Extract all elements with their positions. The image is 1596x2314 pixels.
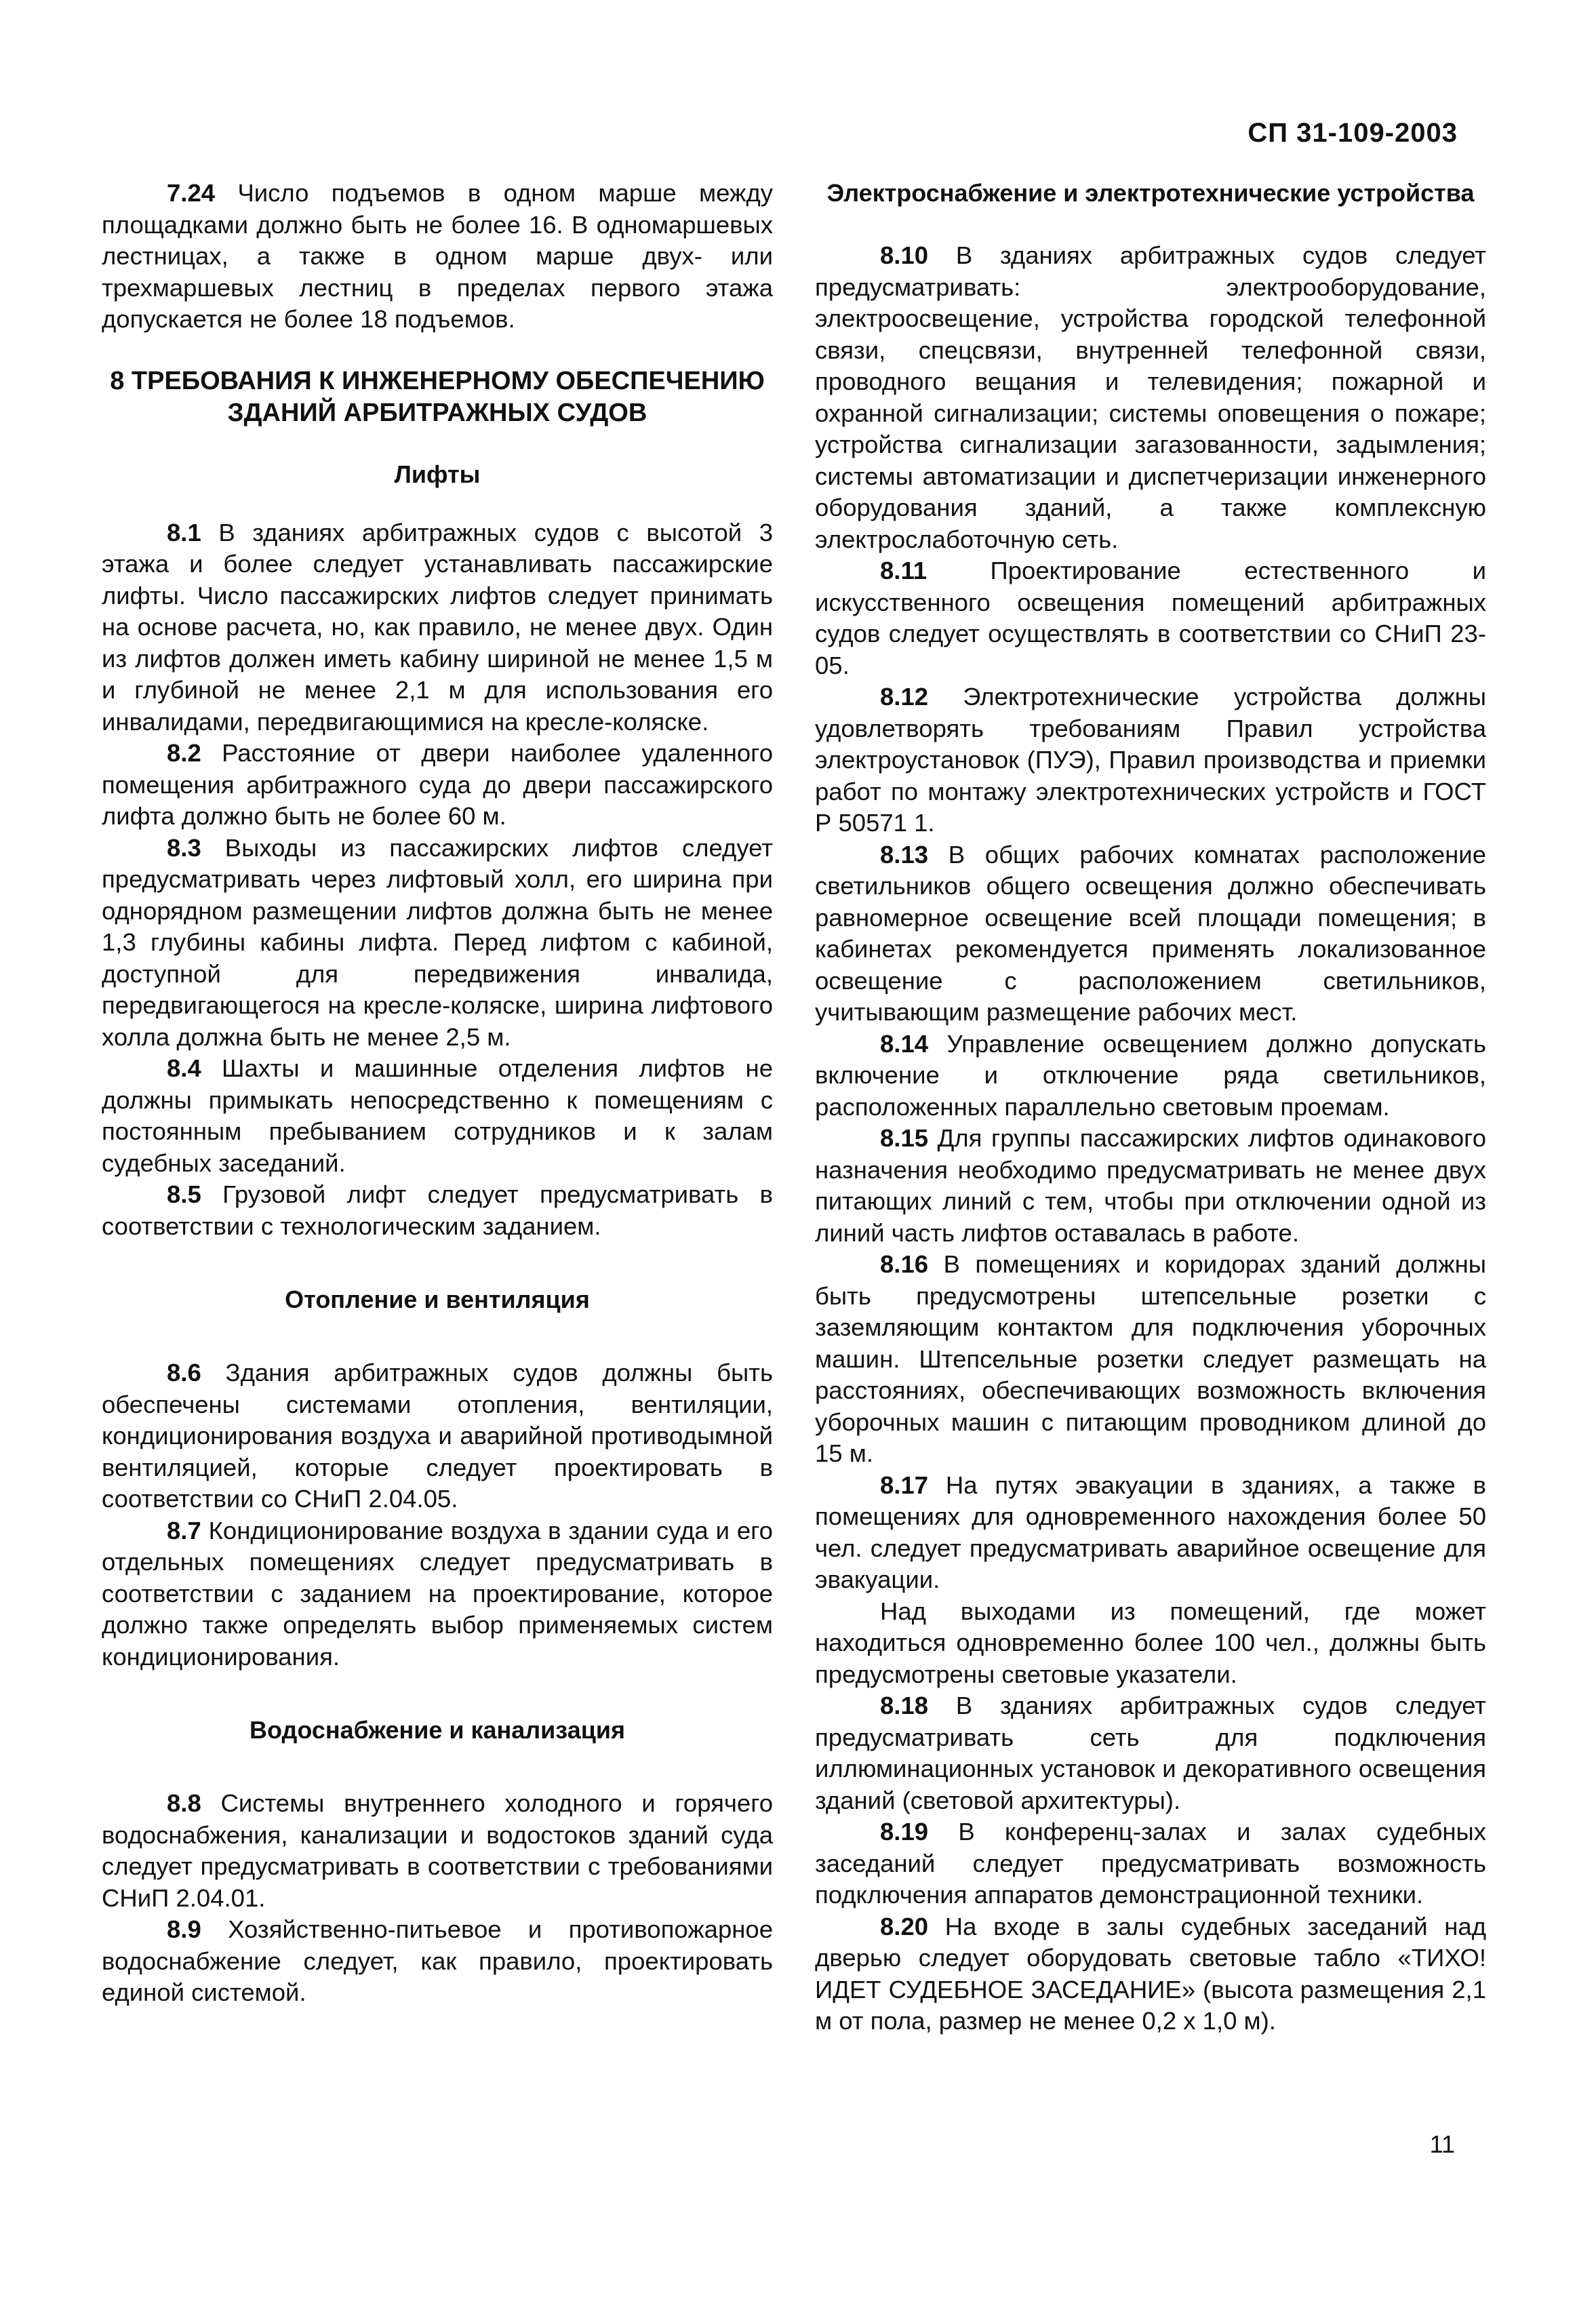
paragraph-8-3 (102, 833, 773, 1054)
paragraph-8-17-continued: Над выходами из помещений, где может находиться одновременно более 100 чел., должны быть предусмотрены световые указатели. (815, 1597, 1486, 1688)
clause-text: На входе в залы судебных заседаний над дверью следует оборудовать световые табло «ТИХО! ИДЕТ СУДЕБНОЕ ЗАСЕДАНИЕ» (высота размещения 2,1 м от пола, размер не менее 0,2 х 1,0 м). (815, 1912, 1486, 2035)
paragraph-8-18 (815, 1690, 1486, 1816)
paragraph-8-13 (815, 839, 1486, 1029)
paragraph-8-7 (102, 1515, 773, 1673)
clause-text: Хозяйственно-питьевое и противопожарное водоснабжение следует, как правило, проектировать единой системой. (102, 1915, 773, 2006)
paragraph-8-9 (102, 1914, 773, 2009)
paragraph-8-16 (815, 1249, 1486, 1470)
clause-number: 8.5 (167, 1180, 201, 1208)
clause-number: 8.14 (880, 1029, 929, 1058)
left-column (102, 178, 773, 2009)
clause-text: Число подъемов в одном марше между площадками должно быть не более 16. В одномаршевых лестницах, а также в одном марше двух- или трехмаршевых лестниц в пределах первого этажа допускается не более 18 подъемов. (102, 179, 773, 333)
clause-number: 8.6 (167, 1359, 201, 1387)
clause-number: 7.24 (167, 179, 216, 207)
paragraph-8-11 (815, 555, 1486, 681)
paragraph-7-24 (102, 178, 773, 336)
paragraph-8-1 (102, 517, 773, 738)
clause-text: Для группы пассажирских лифтов одинакового назначения необходимо предусматривать не менее двух питающих линий с тем, чтобы при отключении одной из линий часть лифтов оставалась в работе. (815, 1124, 1486, 1247)
clause-number: 8.11 (880, 557, 927, 584)
paragraph-8-2 (102, 738, 773, 833)
paragraph-8-6 (102, 1357, 773, 1515)
clause-text: В зданиях арбитражных судов следует предусматривать: электрооборудование, электроосвещение, устройства городской телефонной связи, спецсвязи, внутренней телефонной связи, проводного вещания и телевидения; пожарной и охранной сигнализации; системы оповещения о пожаре; устройства сигнализации загазованности, задымления; системы автоматизации и диспетчеризации инженерного оборудования зданий, а также комплексную электрослаботочную сеть. (815, 241, 1486, 553)
subsection-water-title: Водоснабжение и канализация (249, 1716, 626, 1744)
clause-number: 8.18 (880, 1692, 929, 1719)
document-code: СП 31-109-2003 (1248, 118, 1458, 148)
clause-number: 8.8 (167, 1789, 201, 1817)
paragraph-8-10 (815, 240, 1486, 555)
paragraph-8-19 (815, 1816, 1486, 1911)
clause-text: Выходы из пассажирских лифтов следует предусматривать через лифтовый холл, его ширина при однорядном размещении лифтов должна быть не менее 1,3 глубины кабины лифта. Перед лифтом с кабиной, доступной для передвижения инвалида, передвигающегося на кресле-коляске, ширина лифтового холла должна быть не менее 2,5 м. (102, 833, 773, 1051)
paragraph-8-12 (815, 681, 1486, 839)
clause-number: 8.16 (880, 1250, 929, 1278)
clause-text: Проектирование естественного и искусственного освещения помещений арбитражных судов следует осуществлять в соответствии со СНиП 23-05. (815, 557, 1486, 679)
clause-number: 8.10 (880, 241, 929, 269)
section-8-title: 8 ТРЕБОВАНИЯ К ИНЖЕНЕРНОМУ ОБЕСПЕЧЕНИЮ ЗДАНИЙ АРБИТРАЖНЫХ СУДОВ (110, 366, 765, 427)
clause-text: В общих рабочих комнатах расположение светильников общего освещения должно обеспечивать равномерное освещение всей площади помещения; в кабинетах рекомендуется применять локализованное освещение с расположением светильников, учитывающим размещение рабочих мест. (815, 840, 1486, 1026)
clause-number: 8.17 (880, 1471, 929, 1499)
clause-text: Системы внутреннего холодного и горячего водоснабжения, канализации и водостоков зданий суда следует предусматривать в соответствии с требованиями СНиП 2.04.01. (102, 1789, 773, 1912)
clause-number: 8.1 (167, 518, 201, 546)
clause-text: В помещениях и коридорах зданий должны быть предусмотрены штепсельные розетки с заземляющим контактом для подключения уборочных машин. Штепсельные розетки следует размещать на расстояниях, обеспечивающих возможность включения уборочных машин с питающим проводником длиной до 15 м. (815, 1250, 1486, 1467)
clause-text: Здания арбитражных судов должны быть обеспечены системами отопления, вентиляции, кондиционирования воздуха и аварийной противодымной вентиляцией, которые следует проектировать в соответствии со СНиП 2.04.05. (102, 1359, 773, 1513)
paragraph-8-8 (102, 1788, 773, 1914)
clause-number: 8.3 (167, 833, 201, 862)
clause-number: 8.13 (880, 840, 929, 869)
clause-number: 8.15 (880, 1124, 929, 1152)
clause-number: 8.20 (880, 1912, 929, 1940)
clause-number: 8.4 (167, 1054, 201, 1082)
subsection-power-title: Электроснабжение и электротехнические устройства (826, 179, 1475, 207)
paragraph-8-15 (815, 1123, 1486, 1249)
clause-text: Расстояние от двери наиболее удаленного помещения арбитражного суда до двери пассажирского лифта должно быть не более 60 м. (102, 739, 773, 830)
paragraph-8-14 (815, 1029, 1486, 1123)
clause-text: В зданиях арбитражных судов следует предусматривать сеть для подключения иллюминационных установок и декоративного освещения зданий (световой архитектуры). (815, 1692, 1486, 1814)
clause-text: Электротехнические устройства должны удовлетворять требованиям Правил устройства электроустановок (ПУЭ), Правил производства и приемки работ по монтажу электротехнических устройств и ГОСТ Р 50571 1. (815, 683, 1486, 837)
clause-number: 8.19 (880, 1818, 929, 1846)
clause-text: Шахты и машинные отделения лифтов не должны примыкать непосредственно к помещениям с постоянным пребыванием сотрудников и к залам судебных заседаний. (102, 1054, 773, 1177)
page-number: 11 (1429, 2130, 1455, 2158)
clause-number: 8.9 (167, 1915, 201, 1943)
paragraph-8-5 (102, 1179, 773, 1242)
clause-text: Кондиционирование воздуха в здании суда и его отдельных помещениях следует предусматривать в соответствии с заданием на проектирование, которое должно также определять выбор применяемых систем кондиционирования. (102, 1516, 773, 1671)
clause-text: Управление освещением должно допускать включение и отключение ряда светильников, расположенных параллельно световым проемам. (815, 1029, 1486, 1121)
subsection-lifts-title: Лифты (394, 460, 481, 488)
paragraph-8-4 (102, 1053, 773, 1179)
right-column (815, 178, 1486, 2037)
clause-number: 8.7 (167, 1516, 201, 1544)
clause-text: В конференц-залах и залах судебных заседаний следует предусматривать возможность подключения аппаратов демонстрационной техники. (815, 1818, 1486, 1909)
clause-text: В зданиях арбитражных судов с высотой 3 этажа и более следует устанавливать пассажирские лифты. Число пассажирских лифтов следует принимать на основе расчета, но, как правило, не менее двух. Один из лифтов должен иметь кабину шириной не менее 1,5 м и глубиной не менее 2,1 м для использования его инвалидами, передвигающимися на кресле-коляске. (102, 518, 773, 736)
paragraph-8-17 (815, 1470, 1486, 1596)
clause-text: На путях эвакуации в зданиях, а также в помещениях для одновременного нахождения более 50 чел. следует предусматривать аварийное освещение для эвакуации. (815, 1471, 1486, 1593)
clause-number: 8.12 (880, 683, 929, 711)
clause-number: 8.2 (167, 739, 201, 767)
subsection-heating-title: Отопление и вентиляция (285, 1285, 590, 1313)
paragraph-8-20 (815, 1911, 1486, 2037)
clause-text: Грузовой лифт следует предусматривать в соответствии с технологическим заданием. (102, 1180, 773, 1240)
